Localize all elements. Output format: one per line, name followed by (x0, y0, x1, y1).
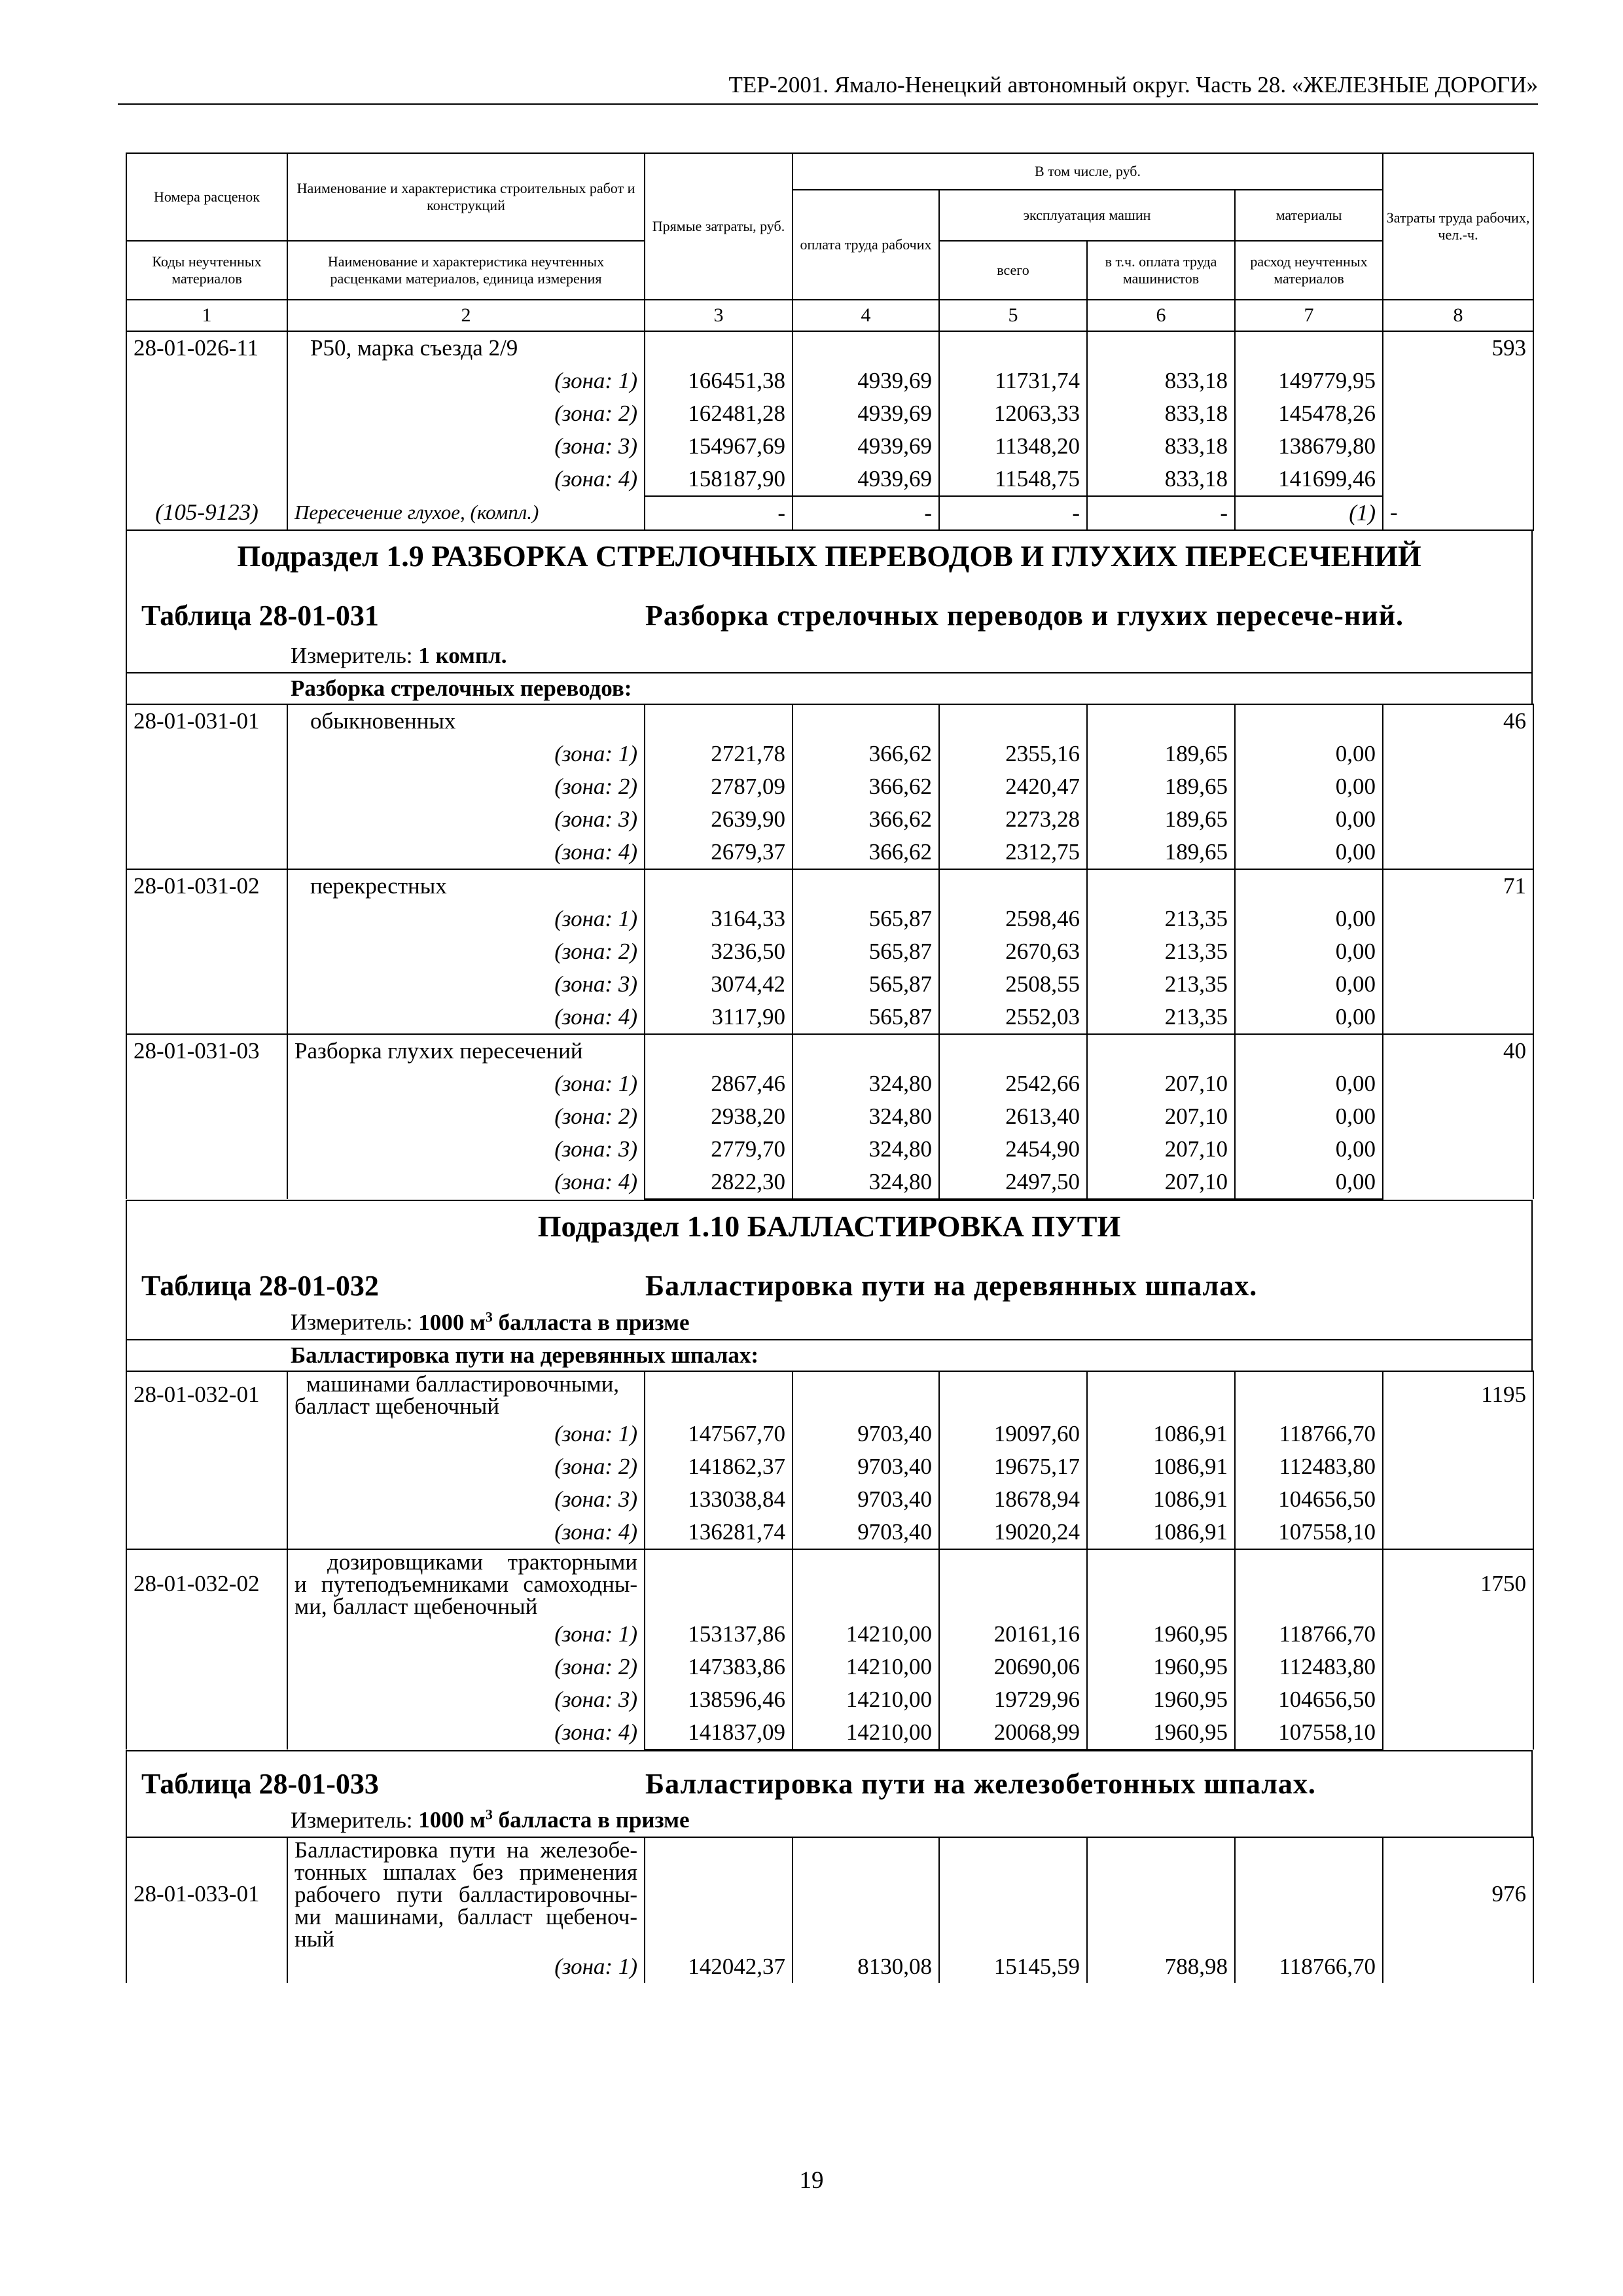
rate-code: 28-01-032-02 (126, 1549, 287, 1618)
rate-name (287, 1837, 645, 1950)
direct-cost: 3074,42 (645, 968, 793, 1001)
machinists-wages: 833,18 (1087, 463, 1235, 496)
running-header: ТЕР-2001. Ямало-Ненецкий автономный округ. Часть 28. «ЖЕЛЕЗНЫЕ ДОРОГИ» (118, 72, 1538, 105)
materials-cost: 0,00 (1235, 1100, 1383, 1133)
section-1-10-heading (126, 1200, 1533, 1371)
machines-total: 2420,47 (939, 770, 1087, 803)
section-1-9-heading (126, 531, 1533, 704)
machinists-wages: 189,65 (1087, 738, 1235, 770)
header-rate-numbers: Номера расценок (126, 153, 287, 241)
direct-cost: 162481,28 (645, 397, 793, 430)
machinists-wages: 213,35 (1087, 935, 1235, 968)
rate-code: 28-01-026-11 (126, 332, 287, 365)
machines-total: 2598,46 (939, 903, 1087, 935)
materials-cost: 0,00 (1235, 738, 1383, 770)
direct-cost: 3164,33 (645, 903, 793, 935)
zone-label: (зона: 3) (287, 430, 645, 463)
machinists-wages: 1960,95 (1087, 1618, 1235, 1651)
material-qty: (1) (1235, 496, 1383, 530)
col-number: 3 (645, 300, 793, 331)
direct-cost: 2639,90 (645, 803, 793, 836)
labor-cost: 71 (1383, 869, 1533, 903)
zone-label: (зона: 4) (287, 1001, 645, 1034)
table-number: Таблица 28-01-033 (141, 1767, 379, 1800)
header-materials: материалы (1235, 190, 1383, 241)
worker-wages: 9703,40 (793, 1450, 939, 1483)
rate-name-line: машинами балластировочными, (306, 1371, 620, 1397)
labor-cost: 593 (1383, 332, 1533, 365)
zone-label: (зона: 3) (287, 1483, 645, 1516)
zone-label: (зона: 1) (287, 903, 645, 935)
machinists-wages: 207,10 (1087, 1166, 1235, 1199)
col-number: 8 (1383, 300, 1533, 331)
worker-wages: 565,87 (793, 935, 939, 968)
col-number: 1 (126, 300, 287, 331)
materials-cost: 0,00 (1235, 770, 1383, 803)
worker-wages: 14210,00 (793, 1683, 939, 1716)
rate-name-line: рабочего пути балластировочны- (294, 1882, 637, 1908)
zone-label: (зона: 2) (287, 1651, 645, 1683)
worker-wages: 14210,00 (793, 1618, 939, 1651)
worker-wages: 366,62 (793, 770, 939, 803)
materials-cost: 112483,80 (1235, 1651, 1383, 1683)
measure-value: 1 компл. (418, 643, 507, 668)
materials-cost: 118766,70 (1235, 1418, 1383, 1450)
measure-unit (127, 1799, 1531, 1837)
measure-tail: балласта в призме (492, 1807, 690, 1833)
machines-total: 2454,90 (939, 1133, 1087, 1166)
table-name: Балластировка пути на деревянных шпалах. (645, 1270, 1258, 1302)
header-including: В том числе, руб. (793, 153, 1383, 190)
worker-wages: 324,80 (793, 1067, 939, 1100)
worker-wages: 9703,40 (793, 1418, 939, 1450)
dash: - (939, 496, 1087, 530)
column-header (126, 152, 1534, 332)
rates-table-032 (126, 1371, 1534, 1750)
worker-wages: 9703,40 (793, 1483, 939, 1516)
machinists-wages: 189,65 (1087, 836, 1235, 869)
rates-table-033 (126, 1837, 1534, 1983)
machines-total: 2497,50 (939, 1166, 1087, 1199)
materials-cost: 0,00 (1235, 803, 1383, 836)
materials-cost: 0,00 (1235, 903, 1383, 935)
direct-cost: 3236,50 (645, 935, 793, 968)
machines-total: 2508,55 (939, 968, 1087, 1001)
page-number: 19 (799, 2167, 824, 2194)
header-machines-total: всего (939, 241, 1087, 300)
rate-name: перекрестных (287, 869, 645, 903)
rate-code: 28-01-033-01 (126, 1837, 287, 1950)
rate-name: обыкновенных (287, 704, 645, 738)
header-direct-costs: Прямые затраты, руб. (645, 153, 793, 300)
header-material-codes: Коды неучтенных материалов (126, 241, 287, 300)
materials-cost: 107558,10 (1235, 1516, 1383, 1549)
machinists-wages: 207,10 (1087, 1067, 1235, 1100)
header-machines: эксплуатация машин (939, 190, 1235, 241)
section-title: Подраздел 1.9 РАЗБОРКА СТРЕЛОЧНЫХ ПЕРЕВОДОВ И ГЛУХИХ ПЕРЕСЕЧЕНИЙ (237, 539, 1421, 573)
section-title: Подраздел 1.10 БАЛЛАСТИРОВКА ПУТИ (537, 1210, 1121, 1243)
rate-name-line: ми машинами, балласт щебеноч- (294, 1904, 637, 1930)
zone-label: (зона: 2) (287, 1450, 645, 1483)
zone-label: (зона: 1) (287, 738, 645, 770)
machinists-wages: 788,98 (1087, 1950, 1235, 1983)
worker-wages: 366,62 (793, 738, 939, 770)
rate-name-line: и путеподъемниками самоходны- (294, 1571, 637, 1597)
col-number: 2 (287, 300, 645, 331)
direct-cost: 2822,30 (645, 1166, 793, 1199)
machinists-wages: 1086,91 (1087, 1516, 1235, 1549)
machines-total: 20690,06 (939, 1651, 1087, 1683)
direct-cost: 2938,20 (645, 1100, 793, 1133)
measure-sup: 3 (485, 1806, 493, 1823)
col-number: 4 (793, 300, 939, 331)
materials-cost: 118766,70 (1235, 1950, 1383, 1983)
measure-value: 1000 м (418, 1309, 486, 1335)
header-worker-wages: оплата труда рабочих (793, 190, 939, 300)
worker-wages: 4939,69 (793, 365, 939, 397)
direct-cost: 141862,37 (645, 1450, 793, 1483)
materials-cost: 141699,46 (1235, 463, 1383, 496)
table-name: Балластировка пути на железобетонных шпалах. (645, 1767, 1316, 1800)
col-number: 5 (939, 300, 1087, 331)
zone-label: (зона: 2) (287, 1100, 645, 1133)
machines-total: 11348,20 (939, 430, 1087, 463)
zone-label: (зона: 2) (287, 397, 645, 430)
header-labor-costs: Затраты труда рабочих, чел.-ч. (1383, 153, 1533, 300)
materials-cost: 104656,50 (1235, 1683, 1383, 1716)
machines-total: 19097,60 (939, 1418, 1087, 1450)
dash: - (645, 496, 793, 530)
machines-total: 20161,16 (939, 1618, 1087, 1651)
materials-cost: 0,00 (1235, 935, 1383, 968)
materials-cost: 138679,80 (1235, 430, 1383, 463)
rate-name-line: ми, балласт щебеночный (294, 1593, 538, 1619)
materials-cost: 0,00 (1235, 1001, 1383, 1034)
machinists-wages: 189,65 (1087, 770, 1235, 803)
zone-label: (зона: 1) (287, 1618, 645, 1651)
direct-cost: 2679,37 (645, 836, 793, 869)
rate-name-line: Балластировка пути на железобе- (294, 1837, 637, 1863)
machinists-wages: 1086,91 (1087, 1450, 1235, 1483)
worker-wages: 366,62 (793, 803, 939, 836)
machinists-wages: 213,35 (1087, 968, 1235, 1001)
table-033-heading (126, 1750, 1533, 1837)
zone-label: (зона: 1) (287, 1950, 645, 1983)
zone-label: (зона: 1) (287, 365, 645, 397)
machines-total: 2273,28 (939, 803, 1087, 836)
header-material-consumption: расход неучтенных материалов (1235, 241, 1383, 300)
header-machinists-wages: в т.ч. оплата труда машинистов (1087, 241, 1235, 300)
direct-cost: 136281,74 (645, 1516, 793, 1549)
dash: - (793, 496, 939, 530)
material-code: (105-9123) (126, 496, 287, 530)
direct-cost: 166451,38 (645, 365, 793, 397)
direct-cost: 133038,84 (645, 1483, 793, 1516)
worker-wages: 4939,69 (793, 397, 939, 430)
zone-label: (зона: 1) (287, 1418, 645, 1450)
zone-label: (зона: 3) (287, 968, 645, 1001)
machines-total: 19729,96 (939, 1683, 1087, 1716)
rate-code: 28-01-032-01 (126, 1371, 287, 1418)
zone-label: (зона: 4) (287, 1166, 645, 1199)
worker-wages: 324,80 (793, 1166, 939, 1199)
worker-wages: 14210,00 (793, 1716, 939, 1749)
measure-tail: балласта в призме (492, 1309, 690, 1335)
machines-total: 11731,74 (939, 365, 1087, 397)
materials-cost: 0,00 (1235, 836, 1383, 869)
zone-label: (зона: 2) (287, 935, 645, 968)
dash: - (1383, 496, 1533, 530)
machines-total: 2542,66 (939, 1067, 1087, 1100)
dash: - (1087, 496, 1235, 530)
materials-cost: 112483,80 (1235, 1450, 1383, 1483)
materials-cost: 104656,50 (1235, 1483, 1383, 1516)
direct-cost: 2867,46 (645, 1067, 793, 1100)
rate-name: Р50, марка съезда 2/9 (287, 332, 645, 365)
direct-cost: 2721,78 (645, 738, 793, 770)
worker-wages: 366,62 (793, 836, 939, 869)
measure-value: 1000 м (418, 1807, 486, 1833)
machinists-wages: 213,35 (1087, 1001, 1235, 1034)
materials-cost: 0,00 (1235, 1133, 1383, 1166)
machinists-wages: 207,10 (1087, 1100, 1235, 1133)
direct-cost: 2787,09 (645, 770, 793, 803)
col-number: 7 (1235, 300, 1383, 331)
direct-cost: 141837,09 (645, 1716, 793, 1749)
zone-label: (зона: 4) (287, 836, 645, 869)
measure-unit (127, 1300, 1531, 1339)
worker-wages: 324,80 (793, 1100, 939, 1133)
labor-cost: 1750 (1383, 1549, 1533, 1618)
machinists-wages: 1086,91 (1087, 1483, 1235, 1516)
machinists-wages: 1960,95 (1087, 1716, 1235, 1749)
measure-unit (127, 639, 1531, 672)
machinists-wages: 189,65 (1087, 803, 1235, 836)
machines-total: 18678,94 (939, 1483, 1087, 1516)
rate-code: 28-01-031-03 (126, 1034, 287, 1067)
zone-label: (зона: 2) (287, 770, 645, 803)
rate-code: 28-01-031-01 (126, 704, 287, 738)
worker-wages: 8130,08 (793, 1950, 939, 1983)
labor-cost: 1195 (1383, 1371, 1533, 1418)
rate-block-026 (126, 332, 1534, 531)
worker-wages: 565,87 (793, 903, 939, 935)
measure-label: Измеритель: (291, 1807, 413, 1833)
direct-cost: 153137,86 (645, 1618, 793, 1651)
machines-total: 2312,75 (939, 836, 1087, 869)
rate-name-line: дозировщиками тракторными (327, 1549, 637, 1575)
rates-table-031 (126, 704, 1534, 1200)
labor-cost: 46 (1383, 704, 1533, 738)
direct-cost: 147383,86 (645, 1651, 793, 1683)
direct-cost: 154967,69 (645, 430, 793, 463)
machines-total: 2670,63 (939, 935, 1087, 968)
materials-cost: 0,00 (1235, 1067, 1383, 1100)
machines-total: 19675,17 (939, 1450, 1087, 1483)
header-work-name: Наименование и характеристика строительных работ и конструкций (287, 153, 645, 241)
worker-wages: 565,87 (793, 1001, 939, 1034)
machinists-wages: 833,18 (1087, 365, 1235, 397)
materials-cost: 149779,95 (1235, 365, 1383, 397)
materials-cost: 107558,10 (1235, 1716, 1383, 1749)
worker-wages: 4939,69 (793, 430, 939, 463)
rates-frame (126, 152, 1533, 1983)
col-number: 6 (1087, 300, 1235, 331)
measure-label: Измеритель: (291, 1309, 413, 1335)
subheading: Разборка стрелочных переводов: (127, 672, 1531, 704)
machinists-wages: 207,10 (1087, 1133, 1235, 1166)
zone-label: (зона: 3) (287, 1133, 645, 1166)
machines-total: 15145,59 (939, 1950, 1087, 1983)
worker-wages: 565,87 (793, 968, 939, 1001)
machines-total: 11548,75 (939, 463, 1087, 496)
measure-sup: 3 (485, 1308, 493, 1325)
table-name: Разборка стрелочных переводов и глухих пересече-ний. (645, 600, 1404, 632)
table-number: Таблица 28-01-031 (141, 600, 379, 632)
direct-cost: 3117,90 (645, 1001, 793, 1034)
rate-code: 28-01-031-02 (126, 869, 287, 903)
machinists-wages: 1086,91 (1087, 1418, 1235, 1450)
machines-total: 2552,03 (939, 1001, 1087, 1034)
rate-name (287, 1371, 645, 1418)
machinists-wages: 213,35 (1087, 903, 1235, 935)
labor-cost: 40 (1383, 1034, 1533, 1067)
direct-cost: 138596,46 (645, 1683, 793, 1716)
labor-cost: 976 (1383, 1837, 1533, 1950)
direct-cost: 158187,90 (645, 463, 793, 496)
rate-name (287, 1549, 645, 1618)
rate-name-line: тонных шпалах без применения (294, 1859, 637, 1886)
material-name: Пересечение глухое, (компл.) (287, 496, 645, 530)
zone-label: (зона: 1) (287, 1067, 645, 1100)
rate-name-line: балласт щебеночный (294, 1393, 499, 1419)
subheading: Балластировка пути на деревянных шпалах: (127, 1339, 1531, 1371)
machinists-wages: 1960,95 (1087, 1683, 1235, 1716)
machinists-wages: 833,18 (1087, 397, 1235, 430)
materials-cost: 145478,26 (1235, 397, 1383, 430)
machinists-wages: 1960,95 (1087, 1651, 1235, 1683)
machines-total: 19020,24 (939, 1516, 1087, 1549)
machines-total: 2355,16 (939, 738, 1087, 770)
rate-name-line: ный (294, 1926, 334, 1952)
worker-wages: 9703,40 (793, 1516, 939, 1549)
zone-label: (зона: 3) (287, 803, 645, 836)
machinists-wages: 833,18 (1087, 430, 1235, 463)
materials-cost: 0,00 (1235, 968, 1383, 1001)
machines-total: 20068,99 (939, 1716, 1087, 1749)
zone-label: (зона: 3) (287, 1683, 645, 1716)
table-number: Таблица 28-01-032 (141, 1270, 379, 1302)
zone-label: (зона: 4) (287, 1516, 645, 1549)
zone-label: (зона: 4) (287, 463, 645, 496)
measure-label: Измеритель: (291, 643, 413, 668)
worker-wages: 324,80 (793, 1133, 939, 1166)
worker-wages: 4939,69 (793, 463, 939, 496)
machines-total: 12063,33 (939, 397, 1087, 430)
direct-cost: 142042,37 (645, 1950, 793, 1983)
materials-cost: 118766,70 (1235, 1618, 1383, 1651)
direct-cost: 2779,70 (645, 1133, 793, 1166)
direct-cost: 147567,70 (645, 1418, 793, 1450)
machines-total: 2613,40 (939, 1100, 1087, 1133)
worker-wages: 14210,00 (793, 1651, 939, 1683)
header-material-name: Наименование и характеристика неучтенных расценками материалов, единица измерения (287, 241, 645, 300)
zone-label: (зона: 4) (287, 1716, 645, 1749)
rate-name: Разборка глухих пересечений (287, 1034, 645, 1067)
materials-cost: 0,00 (1235, 1166, 1383, 1199)
